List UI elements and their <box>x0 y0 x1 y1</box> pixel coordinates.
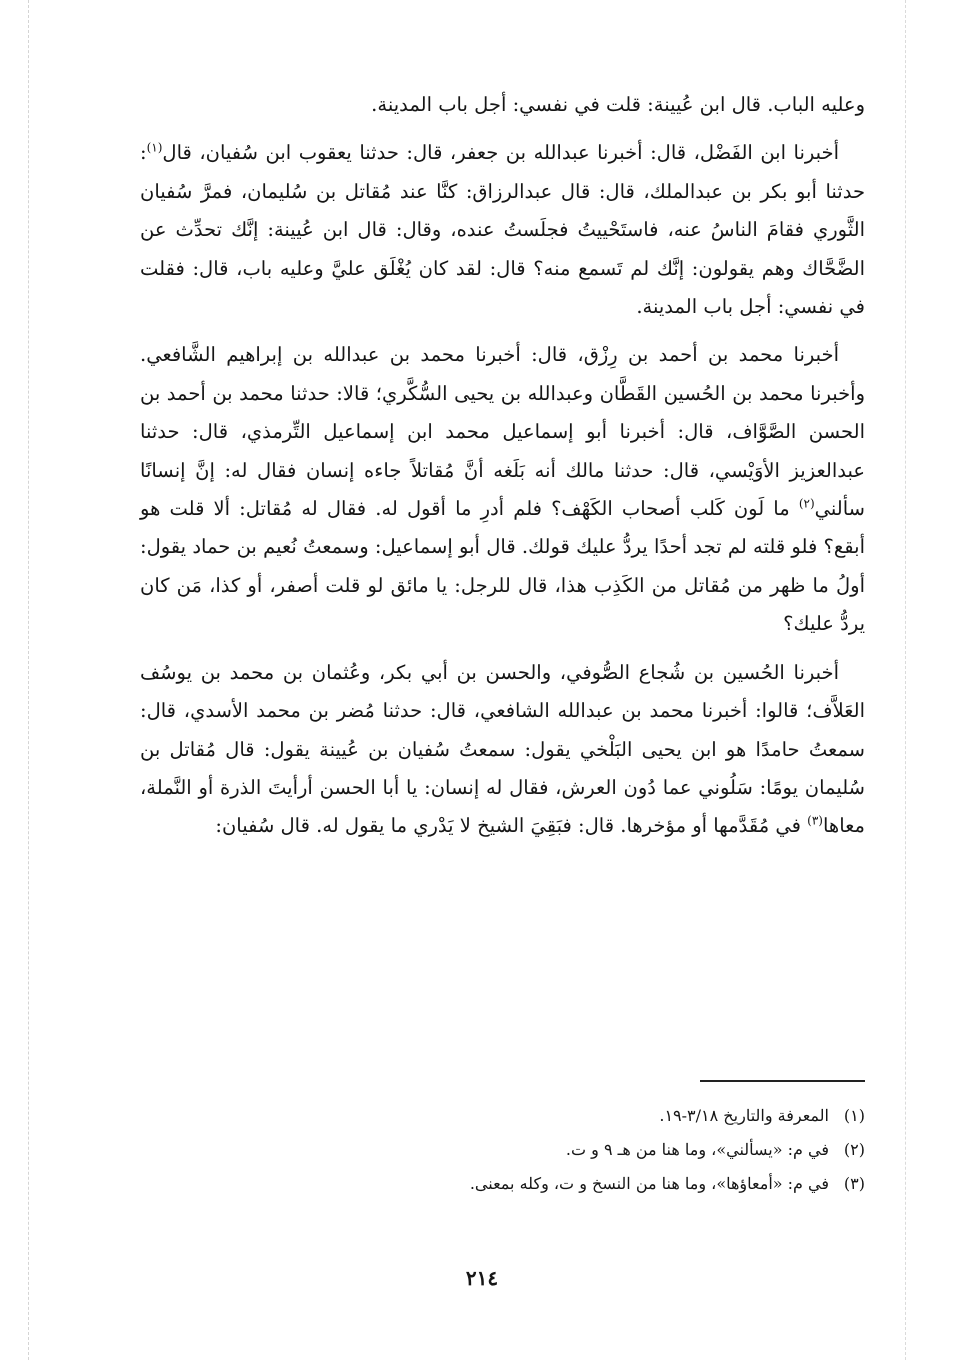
scan-edge-left <box>28 0 29 1360</box>
text-segment: أخبرنا الحُسين بن شُجاع الصُّوفي، والحسن بن أبي بكر، وعُثمان بن محمد بن يوسُف العَلاَّف؛ قالوا: أخبرنا محمد بن عبدالله الشافعي، قال: حدثنا مُضر بن محمد الأسدي، قال: سمعتُ حامدًا هو ابن يحيى البَلْخي يقول: سمعتُ سُفيان بن عُيينة يقول: قال مُقاتل بن سُليمان يومًا: سَلُوني عما دُون العرش، فقال له إنسان: يا أبا الحسن أرأيتَ الذرة أو النَّملة، معاها <box>140 660 865 838</box>
paragraph-1 <box>140 86 865 124</box>
footnote-3 <box>300 1167 865 1201</box>
text-segment: ما لَون كَلب أصحاب الكَهْف؟ فلم أدرِ ما أقول له. فقال له مُقاتل: ألا قلت هو أبقع؟ فلو قلته لم تجد أحدًا يردُّ عليك قولك. قال أبو إسماعيل: وسمعتُ نُعيم بن حماد يقول: أولُ ما ظهر من مُقاتل من الكَذِب هذا، قال للرجل: يا مائق لو قلت أصفر، أو كذا، مَن كان يردُّ عليك؟ <box>140 497 865 636</box>
footnote-text: في م: «يسألني»، وما هنا من هـ ٩ و ت. <box>565 1140 829 1159</box>
footnote-mark: (٣) <box>843 1174 865 1193</box>
paragraph-4 <box>140 654 865 846</box>
footnote-text: في م: «أمعاؤها»، وما هنا من النسخ و ت، وكله بمعنى. <box>469 1174 829 1193</box>
paragraph-3 <box>140 336 865 643</box>
footnote-mark: (٢) <box>843 1140 865 1159</box>
page-number: ٢١٤ <box>465 1266 499 1290</box>
text-segment: أخبرنا ابن الفَضْل، قال: أخبرنا عبدالله بن جعفر، قال: حدثنا يعقوب ابن سُفيان، قال <box>162 141 839 165</box>
footnote-ref-3[interactable]: (٣) <box>807 813 823 828</box>
footnote-ref-1[interactable]: (١) <box>146 140 163 155</box>
scan-edge-right <box>905 0 906 1360</box>
footnote-separator <box>700 1080 865 1082</box>
text-segment: أخبرنا محمد بن أحمد بن رِزْق، قال: أخبرنا محمد بن عبدالله بن إبراهيم الشَّافعي. وأخبرنا محمد بن الحُسين القَطَّان وعبدالله بن يحيى السُّكَّري؛ قالا: حدثنا محمد بن أحمد بن الحسن الصَّوَّاف، قال: أخبرنا أبو إسماعيل محمد ابن إسماعيل التِّرمذي، قال: حدثنا عبدالعزيز الأوَيْسي، قال: حدثنا مالك أنه بَلَغه أنَّ مُقاتلاً جاءه إنسان فقال له: إنَّ إنسانًا سألني <box>140 343 865 521</box>
footnote-1 <box>300 1099 865 1133</box>
paragraph-2 <box>140 134 865 326</box>
footnote-ref-2[interactable]: (٢) <box>798 496 815 511</box>
text-segment: وعليه الباب. قال ابن عُيينة: قلت في نفسي: أجل باب المدينة. <box>371 93 865 116</box>
footnote-2 <box>300 1133 865 1167</box>
footnote-text: المعرفة والتاريخ ٣/١٨-١٩. <box>659 1106 829 1125</box>
footnotes <box>300 1099 865 1201</box>
footnote-mark: (١) <box>843 1106 865 1125</box>
body-text <box>140 86 865 856</box>
text-segment: في مُقَدَّمها أو مؤخرها. قال: فبَقِيَ الشيخ لا يَدْري ما يقول له. قال سُفيان: <box>215 814 808 838</box>
text-segment: : حدثنا أبو بكر بن عبدالملك، قال: قال عبدالرزاق: كنَّا عند مُقاتل بن سُليمان، فمرَّ سُفيان الثَّوري فقامَ الناسُ عنه، فاستَحْييتُ فجلَستُ عنده، وقال: قال ابن عُيينة: إنَّك تحدِّث عن الضَّحَّاك وهم يقولون: إنَّك لم تَسمع منه؟ قال: لقد كان يُغْلَق عليَّ وعليه باب، قال: فقلت في نفسي: أجل باب المدينة. <box>140 141 865 319</box>
